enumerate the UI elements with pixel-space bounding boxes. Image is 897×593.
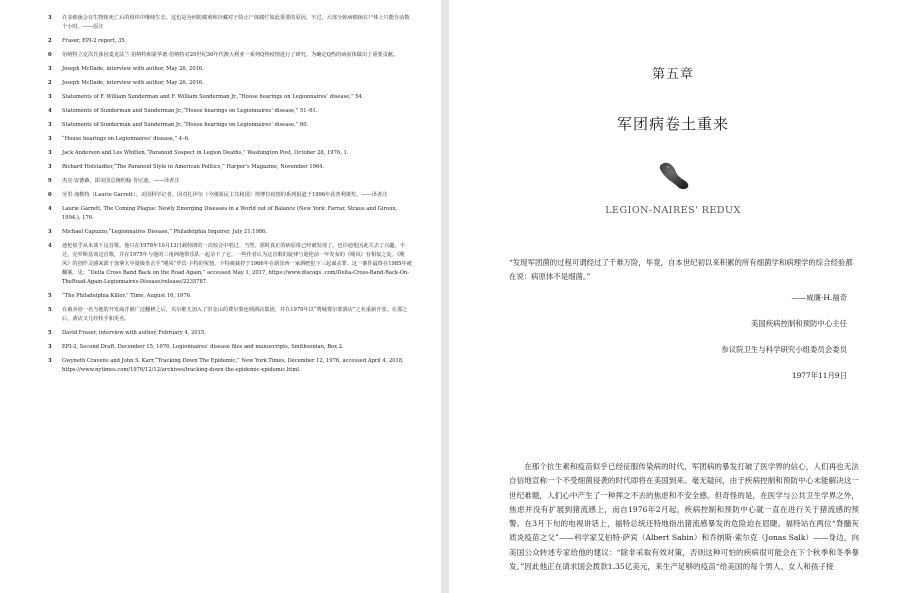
footnote-item (48, 79, 412, 88)
footnote-text: 杰克·安德森，即美国总统约翰·肯尼迪。——译者注 (62, 178, 180, 184)
footnote-item (48, 343, 412, 352)
footnote-number: 0 (48, 192, 52, 198)
footnote-item (48, 14, 412, 32)
footnote-number: 3 (48, 122, 52, 128)
right-page (449, 0, 897, 593)
footnote-text: Joseph McDade, interview with author, May 26, 2016. (62, 66, 204, 72)
notes-list (48, 14, 412, 380)
footnote-number: 3 (48, 344, 52, 350)
epigraph-date: 1977年11月9日 (791, 371, 847, 380)
footnote-number: 3 (48, 358, 52, 364)
footnote-text: 许多细菌会在生物体死亡后的组织中继续生长。这也是为何防腐剂和冷藏对于防止尸体腐烂如此重要的原因。不过，大部分致病细菌在尸体上只能存活数个小时。——原注 (62, 15, 410, 30)
page-gutter (441, 0, 449, 593)
footnote-item (48, 191, 412, 200)
left-page (0, 0, 441, 593)
chapter-body-text: 在那个抗生素和疫苗似乎已经征服传染病的时代，军团病的暴发打破了医学界的信心，人们再也无法自信地宣称一个不受细菌侵袭的时代即将在美国到来。毫无疑问，由于疾病控制和预防中心未能解决这一世纪难题，人们心中产生了一种挥之不去的焦虑和不安全感。但奇怪的是，在医学与公共卫生学界之外，焦虑并没有扩展到猪流感上，而自1976年2月起，疾病控制和预防中心就一直在进行关于猪流感的预警。在3月下旬的电视讲话上，福特总统还特地指出猪流感暴发的危险迫在眉睫。福特站在两位“脊髓灰质炎疫苗之父”——科学家艾伯特·萨宾（Albert Sabin）和乔纳斯·索尔克（Jonas Salk）——身边，向美国公众转述专家给他的建议：“除非采取有效对策，否则这种可怕的疾病很可能会在下个秋季和冬季暴发。”因此他正在请求国会拨款1.35亿美元，来生产足够的疫苗“给美国的每个男人、女人和孩子接 (509, 462, 859, 572)
footnote-number: 0 (48, 52, 52, 58)
footnote-number: 2 (48, 38, 52, 44)
footnote-item (48, 135, 412, 144)
footnote-item (48, 37, 412, 46)
footnote-item (48, 228, 412, 237)
footnote-text: 劳里·加勒特（Laurie Garrett），美国科学记者。因对扎伊尔（今刚果民主共和国）埃博拉疫情的系列报道于1996年获普利策奖。——译者注 (62, 192, 388, 198)
footnote-item (48, 107, 412, 116)
footnote-item (48, 292, 412, 301)
footnote-text: Statements of F. William Sunderman and F. William Sunderman Jr.,“House hearings on Legionnaires’ disease,” 54. (62, 94, 364, 100)
footnote-number: 4 (48, 206, 52, 212)
footnote-number: 3 (48, 150, 52, 156)
footnote-text: Jack Anderson and Les Whitten,“Paranoid Suspect in Legion Deaths,” Washington Post, October 28, 1976, 1. (62, 150, 349, 156)
footnote-text: Laurie Garrett, The Coming Plague: Newly Emerging Diseases in a World out of Balance (New York: Farrar, Straus and Giroux, 1994.), 176. (62, 206, 397, 221)
footnote-text: “The Philadelphia Killer,” Time, August 16, 1976. (62, 293, 192, 299)
footnote-number: 5 (48, 330, 52, 336)
footnote-item (48, 121, 412, 130)
footnote-text: 迪伦似乎从未谈下这首歌。他只在1978年10月13日载特朗的一次校音中唱过。当然，那时真正的病原体已经被发现了。也许迪伦因此失去了兴趣。不过，克罗斯基欢这首歌，并在1975年与他的三角洲地带乐队一起录下了它。一些作者认为这首歌的旋律与迪伦前一年发布的《飓风》有相似之处。《飓风》的创作灵感来源于加拿大中量级拳击手“飓风”罗宾·卡特的冤情。卡特被裁控于1966年在新泽西一家酒吧犯下三起谋杀罪。这一案件最终在1985年被翻案。见：“Delta Cross Band Back on the Road Again,” accessed May 1, 2017, https://www.discogs .com/Delta-Cross-Band-Back-On-TheRoad-Again-Legionnaires-Disease/release/2235787. (62, 243, 412, 285)
footnote-text: Statements of Sunderman and Sunderman Jr.,“House hearings on Legionnaires’ disease,” 51–61. (62, 108, 318, 114)
footnote-text: 伯纳特立克次氏体因麦克法兰·伯纳特和霍华德·伯纳特对20世纪30年代澳大利亚一系列Q热疫情进行了研究。为确定Q热的病原体做出了重要贡献。 (62, 52, 399, 58)
footnote-number: 3 (48, 136, 52, 142)
footnote-text: EPI-2, Second Draft, December 15, 1976, Legionnaires’ disease files and manuscripts, Smithsonian, Box 2. (62, 344, 344, 350)
footnote-text: “House hearings on Legionnaires’ disease,” 4–6. (62, 136, 190, 142)
footnote-item (48, 51, 412, 60)
footnote-number: 4 (48, 243, 52, 249)
footnote-item (48, 65, 412, 74)
chapter-title: 军团病卷土重来 (616, 115, 729, 133)
footnote-number: 5 (48, 307, 52, 313)
chapter-subtitle: LEGION-NAIRES' REDUX (605, 205, 741, 216)
footnote-item (48, 205, 412, 223)
footnote-number: 2 (48, 80, 52, 86)
footnote-number: 3 (48, 66, 52, 72)
epigraph-role-1: 美国疾病控制和预防中心主任 (750, 319, 847, 328)
bacterium-illustration (654, 158, 694, 192)
footnote-text: Gwyneth Cravens and John S. Karr,“Tracking Down The Epidemic,” New York Times, December 12, 1976, accessed April 4, 2018, https://www.nytimes.com/1976/12/12/archives/tracking-down-the-epidemic-epidemic.html. (62, 358, 404, 373)
footnote-item (48, 357, 412, 375)
footnote-text: Fraser, EPI-2 report, 35. (62, 38, 127, 44)
epigraph-quote: “发现军团菌的过程可谓经过了千难万险，毕竟，自本世纪初以来积累的所有细菌学和病理学的综合经验都在说：病原体不是细菌。” (509, 258, 853, 281)
footnote-text: Joseph McDade, interview with author, May 26, 2016. (62, 80, 204, 86)
chapter-number: 第五章 (651, 67, 694, 82)
footnote-item (48, 163, 412, 172)
footnote-number: 9 (48, 178, 52, 184)
footnote-number: 3 (48, 164, 52, 170)
epigraph-role-2: 参议院卫生与科学研究小组委员会委员 (721, 345, 847, 354)
footnote-item (48, 93, 412, 102)
footnote-number: 3 (48, 15, 52, 21)
footnote-item (48, 149, 412, 158)
footnote-number: 4 (48, 108, 52, 114)
footnote-number: 3 (48, 229, 52, 235)
footnote-item (48, 242, 412, 287)
epigraph-author: ——威廉·H.福奇 (791, 293, 847, 302)
footnote-text: 在被卖给一名当地的开发商并被广泛翻修之后，贝尔维尤加入了旧金山的费尔蒙连锁酒店集团，并在1979年以“费城费尔蒙酒店”之名重新开张。在那之后，酒店又几经转手和更名。 (62, 307, 408, 322)
footnote-text: Michael Capuzzo,“Legionnaires Disease,” Philadelphia Inquirer, July 21,1986. (62, 229, 268, 235)
footnote-text: Statements of Sunderman and Sunderman Jr.,“House hearings on Legionnaires’ disease,” 60. (62, 122, 309, 128)
footnote-item (48, 177, 412, 186)
footnote-number: 5 (48, 293, 52, 299)
footnote-text: David Fraser, interview with author, February 4, 2015. (62, 330, 206, 336)
footnote-number: 3 (48, 94, 52, 100)
footnote-item (48, 329, 412, 338)
footnote-item (48, 306, 412, 324)
footnote-text: Richard Hofstadter,“The Paranoid Style in American Politics,” Harper’s Magazine, November 1964. (62, 164, 325, 170)
